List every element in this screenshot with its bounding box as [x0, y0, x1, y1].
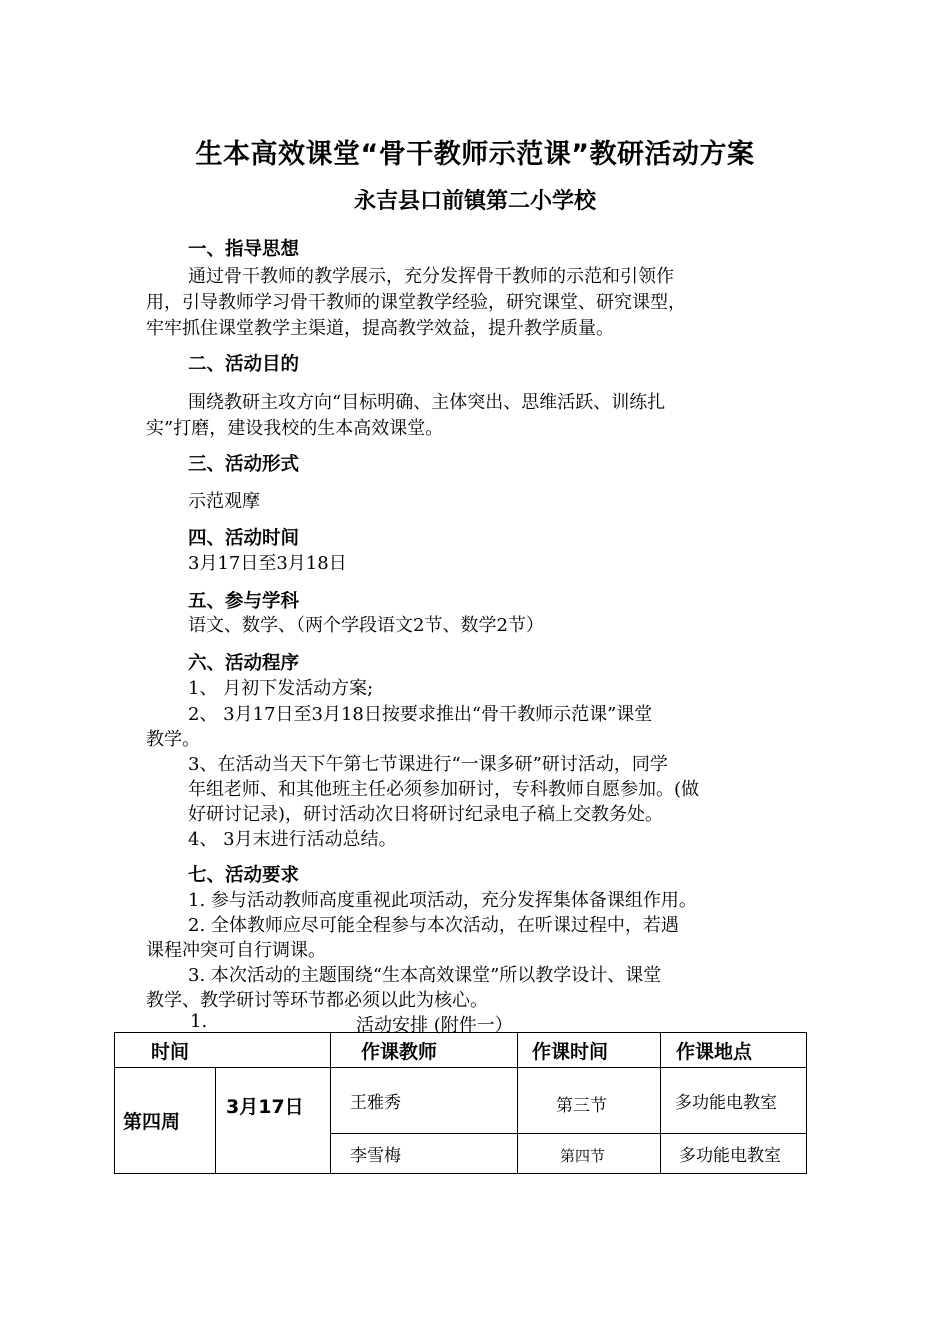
school-name: 永吉县口前镇第二小学校 — [353, 189, 596, 214]
attachment-caption: 活动安排 (附件一） — [356, 1015, 513, 1036]
section-7-line-4: 3. 本次活动的主题围绕“生本高效课堂”所以教学设计、课堂 — [188, 965, 662, 986]
section-2-line-1: 围绕教研主攻方向“目标明确、主体突出、思维活跃、训练扎 — [188, 392, 666, 413]
section-6-line-5: 年组老师、和其他班主任必须参加研讨，专科教师自愿参加。(做 — [188, 779, 700, 800]
teacher-cell: 王雅秀 — [331, 1068, 518, 1134]
schedule-table — [114, 1032, 807, 1174]
section-6-line-4: 3、在活动当天下午第七节课进行“一课多研”研讨活动，同学 — [188, 754, 668, 775]
place-cell: 多功能电教室 — [661, 1068, 807, 1134]
section-4-line-1: 3月17日至3月18日 — [188, 553, 347, 574]
section-1-line-1: 通过骨干教师的教学展示，充分发挥骨干教师的示范和引领作 — [188, 266, 674, 287]
section-6-line-3: 教学。 — [146, 729, 200, 750]
section-7-line-3: 课程冲突可自行调课。 — [146, 940, 326, 961]
teacher-cell: 李雪梅 — [331, 1134, 518, 1174]
section-6-line-7: 4、 3月末进行活动总结。 — [188, 829, 397, 850]
place-cell: 多功能电教室 — [661, 1134, 807, 1174]
table-header-row — [115, 1033, 807, 1068]
header-place: 作课地点 — [661, 1033, 807, 1068]
section-1-line-2: 用，引导教师学习骨干教师的课堂教学经验，研究课堂、研究课型， — [146, 292, 686, 313]
section-5-line-1: 语文、数学、（两个学段语文2节、数学2节） — [188, 615, 544, 636]
header-time: 时间 — [115, 1033, 331, 1068]
section-heading-2: 二、活动目的 — [188, 354, 300, 375]
section-heading-1: 一、指导思想 — [188, 239, 300, 260]
header-period: 作课时间 — [518, 1033, 661, 1068]
section-7-line-5: 教学、教学研讨等环节都必须以此为核心。 — [146, 990, 488, 1011]
section-heading-7: 七、活动要求 — [188, 865, 300, 886]
section-1-line-3: 牢牢抓住课堂教学主渠道，提高教学效益，提升教学质量。 — [146, 318, 614, 339]
week-cell: 第四周 — [115, 1068, 216, 1174]
page-title: 生本高效课堂“骨干教师示范课”教研活动方案 — [195, 139, 755, 170]
date-cell: 3月17日 — [216, 1068, 331, 1174]
attachment-number: 1. — [190, 1011, 208, 1032]
section-7-line-1: 1. 参与活动教师高度重视此项活动，充分发挥集体备课组作用。 — [188, 890, 697, 911]
section-heading-5: 五、参与学科 — [188, 591, 300, 612]
period-cell: 第四节 — [518, 1134, 661, 1174]
header-teacher: 作课教师 — [331, 1033, 518, 1068]
table-row — [115, 1068, 807, 1134]
section-heading-4: 四、活动时间 — [188, 528, 300, 549]
section-3-line-1: 示范观摩 — [188, 491, 260, 512]
section-6-line-2: 2、 3月17日至3月18日按要求推出“骨干教师示范课”课堂 — [188, 704, 653, 725]
section-heading-6: 六、活动程序 — [188, 653, 300, 674]
period-cell: 第三节 — [518, 1068, 661, 1134]
section-6-line-6: 好研讨记录)，研讨活动次日将研讨纪录电子稿上交教务处。 — [188, 804, 664, 825]
section-2-line-2: 实”打磨，建设我校的生本高效课堂。 — [146, 418, 444, 439]
section-6-line-1: 1、 月初下发活动方案; — [188, 678, 374, 699]
section-7-line-2: 2. 全体教师应尽可能全程参与本次活动，在听课过程中，若遇 — [188, 915, 679, 936]
section-heading-3: 三、活动形式 — [188, 454, 300, 475]
